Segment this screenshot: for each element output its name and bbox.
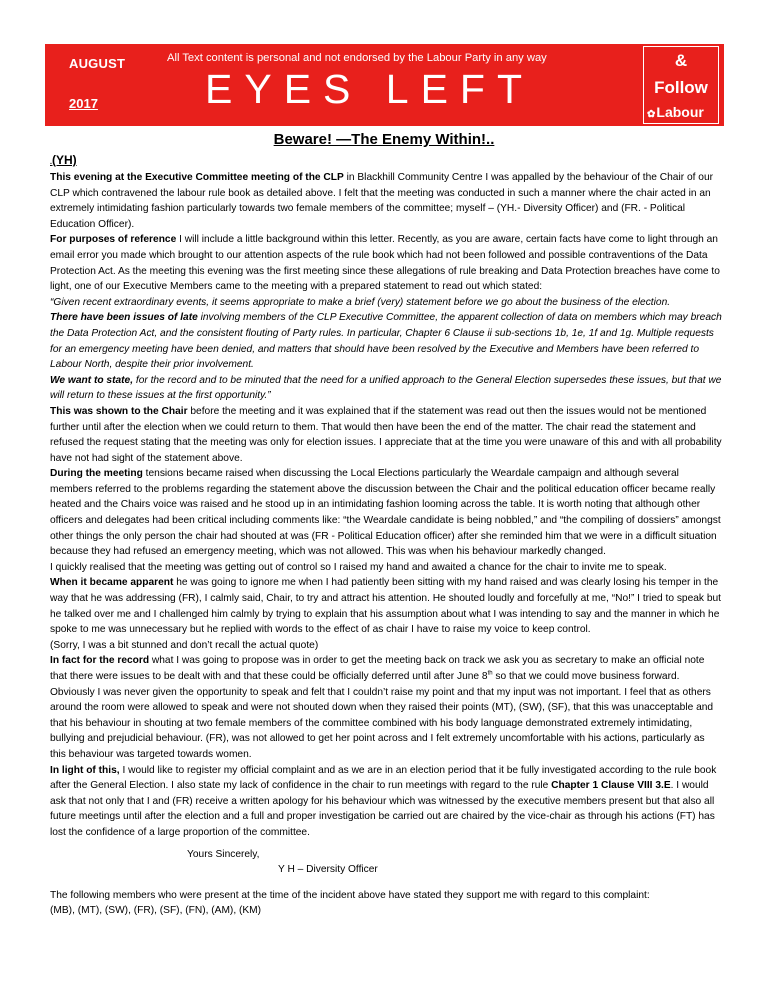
- paragraph-4-text: tensions became raised when discussing the Local Elections particularly the Weardale campaign and although several members referred to the problems regarding the statement above the discussion between the Chair and the political education officer became really heated and the Chairs voice was raised and he stood up in an intimidating fashion looming across the table. It is worth noting that although other officers and delegates had been critical including comments like: “the Weardale candidate is being nobbled,” and “the compiling of dossiers” amongst other things the only person the chair had shouted at was (FR - Political Education officer) after she reminded him that we were in a difficult situation because they had refused an emergency meeting, which was not allowed. This was when his behaviour markedly changed.: [50, 468, 721, 558]
- paragraph-2-text: I will include a little background within this letter. Recently, as you are aware, certain facts have come to light through an email error you made which brought to our attention aspects of the rule book which had not been followed and possible contraventions of the Data Protection Act. As the meeting this evening was the first meeting since these allegations of rule breaking and Data Protection breaches have come to light, one of our Executive Members came to the meeting with a prepared statement to read out which stated:: [50, 234, 720, 293]
- quote-1: “Given recent extraordinary events, it seems appropriate to make a brief (very) statement before we go about the business of the election.: [50, 296, 671, 308]
- signoff: Yours Sincerely,: [187, 848, 260, 860]
- paragraph-7: (Sorry, I was a bit stunned and don’t recall the actual quote): [50, 639, 319, 651]
- headline-text: Beware! —The Enemy Within!..: [273, 131, 495, 148]
- quote-3-lead: We want to state,: [50, 374, 134, 386]
- labour-logo-text: Labour: [656, 104, 704, 120]
- masthead-title: EYES LEFT: [205, 66, 535, 112]
- quote-2-lead: There have been issues of late: [50, 312, 198, 324]
- paragraph-3-lead: This was shown to the Chair: [50, 405, 188, 417]
- paragraph-8-text-a: what I was going to propose was in order to get the meeting back on track we ask you as secretary to make an official note that there were issues to be dealt with and that these could be officially deferred until after June 8: [50, 655, 705, 682]
- paragraph-1: [50, 170, 722, 232]
- follow-ampersand: &: [674, 51, 688, 70]
- paragraph-9-rule: Chapter 1 Clause VIII 3.E: [551, 780, 671, 792]
- author-tag: [50, 153, 722, 170]
- signature: Y H – Diversity Officer: [278, 864, 378, 876]
- disclaimer: All Text content is personal and not endorsed by the Labour Party in any way: [167, 52, 547, 64]
- author-dot: .: [50, 159, 52, 166]
- paragraph-6: [50, 575, 722, 637]
- paragraph-9-text-a: I would like to register my official complaint and as we are in an election period that it be fully investigated according to the rule book after the General Election. I also state my lack of confidence in the chair to run meetings with regard to the rule: [50, 764, 717, 792]
- paragraph-8-text-b: so that we could move business forward. Obviously I was never given the opportunity to speak and felt that I couldn’t raise my point and that my input was not important. I feel that as others around the room were allowed to speak and were not shouted down when they raised their points (MT), (SW), (SF), that this was unacceptable and that his behaviour in shouting at two female members of the committee combined with his body language demonstrated extremely intimidating, bullying and prejudicial behaviour. (FR), was not allowed to get her point across and I felt extremely uncomfortable with his actions, particularly as this behaviour was targeted towards women.: [50, 671, 714, 760]
- labour-logo: [647, 104, 704, 120]
- paragraph-2: [50, 232, 722, 294]
- follow-labour-box: [643, 46, 719, 124]
- paragraph-2-lead: For purposes of reference: [50, 234, 177, 246]
- follow-label: Follow: [654, 78, 708, 97]
- quote-3: [50, 373, 722, 404]
- rose-icon: ✿: [647, 109, 656, 120]
- issue-year: 2017: [69, 96, 98, 111]
- author-tag-text: (YH): [51, 153, 77, 167]
- article-body: [50, 153, 722, 919]
- paragraph-3-text: before the meeting and it was explained that if the statement was read out then the issues would not be mentioned further until after the election when we could return to them. That would then have been the end of the matter. The chair read the statement and refused the request stating that the meeting was only for election issues. I appreciate that at the time you were unaware of this and with all probability have not had sight of the statement above.: [50, 405, 722, 464]
- paragraph-9-text-b: . I would ask that not only that I and (FR) receive a written apology for his behaviour which was witnessed by the executive members present but that also all future meetings until after the election and a full and proper investigation be carried out are chaired by the vice-chair as through his actions (FT) has lost the confidence of a large proportion of the committee.: [50, 780, 715, 838]
- paragraph-8-ordinal: th: [487, 670, 493, 677]
- paragraph-1-lead: This evening at the Executive Committee meeting of the CLP: [50, 172, 344, 183]
- paragraph-4-lead: During the meeting: [50, 468, 143, 480]
- paragraph-5: I quickly realised that the meeting was getting out of control so I raised my hand and awaited a chance for the chair to invite me to speak.: [50, 561, 667, 573]
- quote-2-text: involving members of the CLP Executive Committee, the apparent collection of data on members which may breach the Data Protection Act, and the consistent flouting of Party rules. In particular, Chapter 6 Clause ii sub-sections 1b, 1e, 1f and 1g. Multiple requests for an emergency meeting have been denied, and matters that should have been resolved by the Executive and Members have been referred to Labour North, despite their prior involvement.: [50, 312, 722, 371]
- paragraph-9: [50, 763, 722, 841]
- paragraph-8-lead: In fact for the record: [50, 655, 150, 667]
- paragraph-6-text: he was going to ignore me when I had patiently been sitting with my hand raised and was clearly losing his temper in the way that he was addressing (FR), I calmly said, Chair, to try and attract his attention. He shouted loudly and forcefully at me, “No!” I tried to speak but he talked over me and I challenged him calmly by trying to explain that his assumption about what I was intending to say and the manner in which he spoke to me was unnecessary but he replied with words to the effect of as chair I have to raise my voice to keep control.: [50, 577, 721, 636]
- paragraph-9-lead: In light of this,: [50, 764, 120, 776]
- paragraph-4: [50, 466, 722, 560]
- support-line: The following members who were present at the time of the incident above have stated they support me with regard to this complaint:: [50, 889, 650, 901]
- supporting-members: (MB), (MT), (SW), (FR), (SF), (FN), (AM), (KM): [50, 905, 262, 917]
- paragraph-8: [50, 653, 722, 762]
- paragraph-1-text: in Blackhill Community Centre I was appalled by the behaviour of the Chair of our CLP which contravened the labour rule book as detailed above. I felt that the meeting was conducted in such a manner where the chair acted in an extremely intimidating fashion particularly towards two female members of the committee; myself – (YH.- Diversity Officer) and (FR. - Political Education Officer).: [50, 172, 713, 230]
- quote-3-text: for the record and to be minuted that the need for a unified approach to the General Election supersedes these issues, but that we will return to these issues at the first opportunity.”: [50, 374, 722, 402]
- article-headline: [0, 131, 768, 148]
- masthead-banner: [45, 44, 724, 126]
- paragraph-3: [50, 404, 722, 466]
- paragraph-6-lead: When it became apparent: [50, 577, 174, 589]
- issue-month: AUGUST: [69, 56, 126, 71]
- quote-2: [50, 310, 722, 372]
